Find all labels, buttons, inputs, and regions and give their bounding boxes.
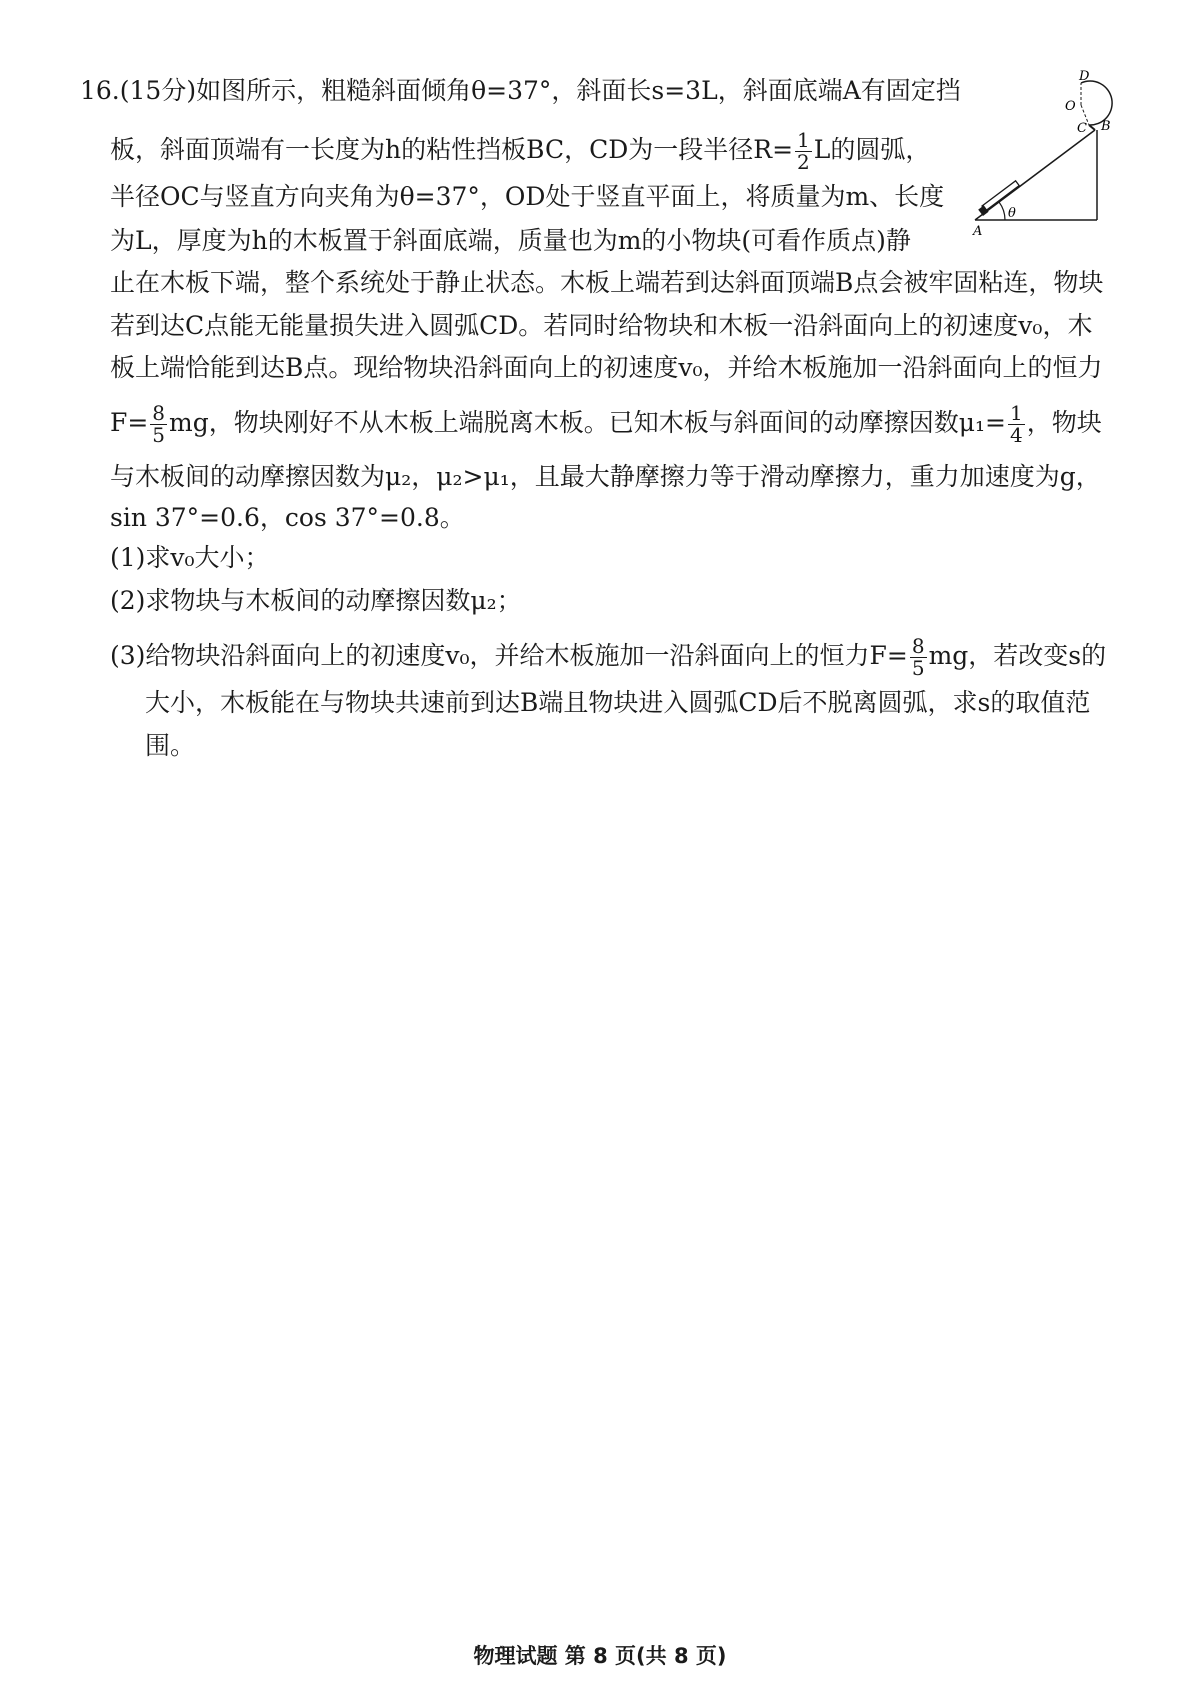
sub-question-3-line-1 <box>110 636 1106 679</box>
fraction-denominator: 5 <box>152 423 166 447</box>
question-line-5: 止在木板下端，整个系统处于静止状态。木板上端若到达斜面顶端B点会被牢固粘连，物块 <box>110 268 1104 297</box>
question-line-3: 半径OC与竖直方向夹角为θ=37°，OD处于竖直平面上，将质量为m、长度 <box>110 182 945 211</box>
label-c: C <box>1077 121 1087 136</box>
question-number: 16. <box>80 76 120 105</box>
question-text-2b: L的圆弧， <box>813 135 931 164</box>
label-a: A <box>973 224 983 239</box>
fraction-numerator: 8 <box>911 634 925 658</box>
question-text-8a: F= <box>110 408 149 437</box>
question-line-6: 若到达C点能无能量损失进入圆弧CD。若同时给物块和木板一沿斜面向上的初速度v₀，木 <box>110 311 1093 340</box>
fraction-denominator: 4 <box>1009 423 1023 447</box>
question-text-8c: ，物块 <box>1026 408 1102 437</box>
incline-surface <box>975 130 1095 220</box>
question-line-1 <box>80 78 961 103</box>
label-theta: θ <box>1008 206 1016 221</box>
page-footer: 物理试题 第 8 页(共 8 页) <box>473 1644 727 1668</box>
question-text-2a: 板，斜面顶端有一长度为h的粘性挡板BC，CD为一段半径R= <box>110 135 794 164</box>
question-line-2 <box>110 130 930 173</box>
question-line-8 <box>110 403 1102 446</box>
question-line-4: 为L，厚度为h的木板置于斜面底端，质量也为m的小物块(可看作质点)静 <box>110 226 911 255</box>
sub-question-3-text-b: mg，若改变s的 <box>928 641 1107 670</box>
label-d: D <box>1079 69 1090 84</box>
fraction-numerator: 8 <box>152 401 166 425</box>
fraction-denominator: 2 <box>797 150 810 174</box>
fraction-eight-fifths <box>150 403 167 446</box>
sub-question-3-line-2: 大小，木板能在与物块共速前到达B端且物块进入圆弧CD后不脱离圆弧，求s的取值范 <box>145 688 1091 717</box>
fraction-denominator: 5 <box>911 656 925 680</box>
label-b: B <box>1101 119 1111 134</box>
fraction-quarter <box>1008 403 1025 446</box>
fraction-numerator: 1 <box>1009 401 1023 425</box>
small-block <box>978 205 988 216</box>
sub-question-3-text-a: (3)给物块沿斜面向上的初速度v₀，并给木板施加一沿斜面向上的恒力F= <box>110 641 908 670</box>
question-line-10: sin 37°=0.6，cos 37°=0.8。 <box>110 503 465 532</box>
question-text-8b: mg，物块刚好不从木板上端脱离木板。已知木板与斜面间的动摩擦因数μ₁= <box>169 408 1006 437</box>
incline-diagram <box>975 70 1125 260</box>
question-score: (15分) <box>119 76 197 105</box>
fraction-half <box>795 130 812 173</box>
fraction-eight-fifths <box>910 636 927 679</box>
sub-question-2: (2)求物块与木板间的动摩擦因数μ₂； <box>110 586 522 615</box>
sub-question-3-line-3: 围。 <box>145 731 196 760</box>
label-o: O <box>1065 99 1076 114</box>
question-line-7: 板上端恰能到达B点。现给物块沿斜面向上的初速度v₀，并给木板施加一沿斜面向上的恒力 <box>110 353 1103 382</box>
fraction-numerator: 1 <box>797 128 810 152</box>
sub-question-1: (1)求v₀大小； <box>110 543 270 572</box>
question-line-9: 与木板间的动摩擦因数为μ₂，μ₂>μ₁，且最大静摩擦力等于滑动摩擦力，重力加速度为g， <box>110 462 1101 491</box>
question-text-1: 如图所示，粗糙斜面倾角θ=37°，斜面长s=3L，斜面底端A有固定挡 <box>196 76 961 105</box>
angle-arc <box>999 202 1005 220</box>
